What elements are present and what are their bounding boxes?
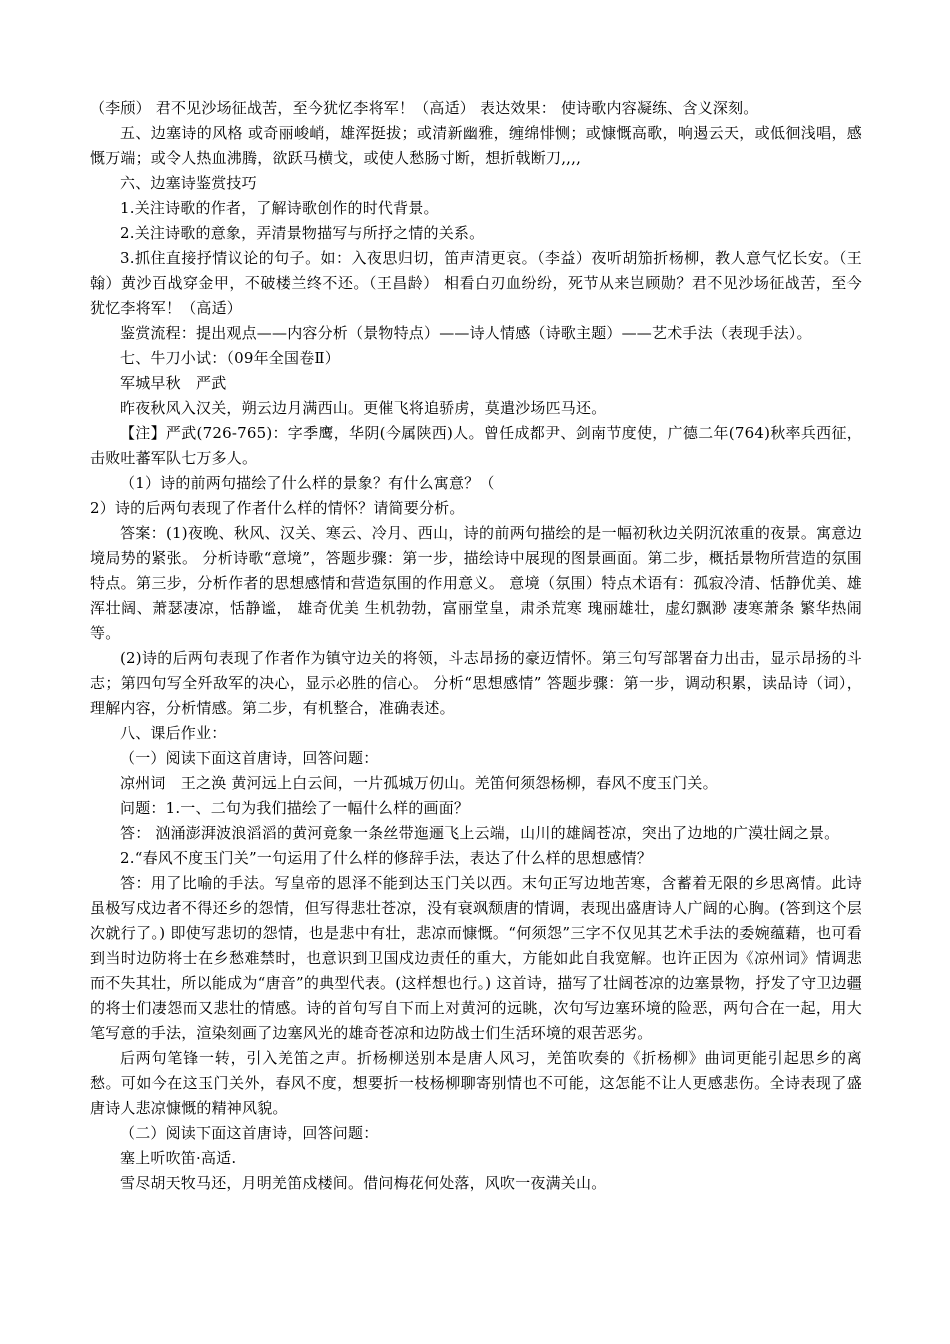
poem-text-jun-cheng: 昨夜秋风入汉关，朔云边月满西山。更催飞将追骄虏，莫遣沙场匹马还。 [120,399,607,417]
section-heading-practice: 七、牛刀小试：（09年全国卷Ⅱ） [120,349,340,367]
poem-title-sai-shang: 塞上听吹笛·高适. [120,1149,237,1167]
question-2: 2）诗的后两句表现了作者什么样的情怀？请简要分析。 [90,499,465,517]
section-heading-homework: 八、课后作业： [120,724,227,742]
answer-2: (2)诗的后两句表现了作者作为镇守边关的将领，斗志昂扬的豪迈情怀。第三句写部署奋力出击，显示昂扬的斗志；第四句写全歼敌军的决心，显示必胜的信心。 分析“思想感情” 答题步骤：第一步，调动积累，读品诗（词），理解内容，分析情感。第二步，有机整合，准确表述。 [90,649,862,717]
paragraph-quote-li-qi: （李颀） 君不见沙场征战苦，至今犹忆李将军！（高适） 表达效果： 使诗歌内容凝练、含义深刻。 [90,99,759,117]
homework-question-1: 问题：1.一、二句为我们描绘了一幅什么样的画面？ [120,799,470,817]
document-page [90,96,862,1196]
appreciation-process: 鉴赏流程：提出观点——内容分析（景物特点）——诗人情感（诗歌主题）——艺术手法（表现手法）。 [120,324,812,342]
poem-liang-zhou-ci: 凉州词 王之涣 黄河远上白云间，一片孤城万仞山。羌笛何须怨杨柳，春风不度玉门关。 [120,774,718,792]
homework-part-2-heading: （二）阅读下面这首唐诗，回答问题： [120,1124,379,1142]
homework-part-1-heading: （一）阅读下面这首唐诗，回答问题： [120,749,379,767]
poem-note: 【注】严武(726-765)：字季鹰，华阴(今属陕西)人。曾任成都尹、剑南节度使，广德二年(764)秋率兵西征，击败吐蕃军队七万多人。 [90,424,862,467]
question-1: （1）诗的前两句描绘了什么样的景象？有什么寓意？（ [120,474,495,492]
technique-item-3: 3.抓住直接抒情议论的句子。如：入夜思归切，笛声清更哀。（李益）夜听胡笳折杨柳，教人意气忆长安。（王翰）黄沙百战穿金甲，不破楼兰终不还。（王昌龄） 相看白刃血纷纷，死节从来岂顾勋？君不见沙场征战苦，至今犹忆李将军！（高适） [90,249,862,317]
homework-answer-2-continued: 后两句笔锋一转，引入羌笛之声。折杨柳送别本是唐人风习，羌笛吹奏的《折杨柳》曲词更能引起思乡的离愁。可如今在这玉门关外，春风不度，想要折一枝杨柳聊寄别情也不可能，这怎能不让人更感悲伤。全诗表现了盛唐诗人悲凉慷慨的精神风貌。 [90,1049,862,1117]
homework-answer-1: 答： 汹涌澎湃波浪滔滔的黄河竟象一条丝带迤逦飞上云端，山川的雄阔苍凉，突出了边地的广漠壮阔之景。 [120,824,840,842]
section-heading-techniques: 六、边塞诗鉴赏技巧 [120,174,257,192]
homework-answer-2: 答：用了比喻的手法。写皇帝的恩泽不能到达玉门关以西。末句正写边地苦寒，含蓄着无限的乡思离情。此诗虽极写戍边者不得还乡的怨情，但写得悲壮苍凉，没有衰飒颓唐的情调，表现出盛唐诗人广阔的心胸。(答到这个层次就行了。) 即使写悲切的怨情，也是悲中有壮，悲凉而慷慨。“何须怨”三字不仅见其艺术手法的委婉蕴藉，也可看到当时边防将士在乡愁难禁时，也意识到卫国戍边责任的重大，方能如此自我宽解。也许正因为《凉州词》情调悲而不失其壮，所以能成为“唐音”的典型代表。(这样想也行。) 这首诗，描写了壮阔苍凉的边塞景物，抒发了守卫边疆的将士们凄怨而又悲壮的情感。诗的首句写自下而上对黄河的远眺，次句写边塞环境的险恶，两句合在一起，用大笔写意的手法，渲染刻画了边塞风光的雄奇苍凉和边防战士们生活环境的艰苦恶劣。 [90,874,862,1042]
answer-1: 答案：(1)夜晚、秋风、汉关、寒云、冷月、西山，诗的前两句描绘的是一幅初秋边关阴沉浓重的夜景。寓意边境局势的紧张。 分析诗歌“意境”，答题步骤：第一步，描绘诗中展现的图景画面。第二步，概括景物所营造的氛围特点。第三步，分析作者的思想感情和营造氛围的作用意义。 意境（氛围）特点术语有：孤寂冷清、恬静优美、雄浑壮阔、萧瑟凄凉，恬静谧， 雄奇优美 生机勃勃，富丽堂皇，肃杀荒寒 瑰丽雄壮，虚幻飘渺 凄寒萧条 繁华热闹等。 [90,524,862,642]
technique-item-1: 1.关注诗歌的作者，了解诗歌创作的时代背景。 [120,199,439,217]
homework-question-2: 2.“春风不度玉门关”一句运用了什么样的修辞手法，表达了什么样的思想感情？ [120,849,653,867]
paragraph-style-heading: 五、边塞诗的风格 或奇丽峻峭，雄浑挺拔；或清新幽雅，缠绵悱恻；或慷慨高歌，响遏云天，或低徊浅唱，感慨万端；或令人热血沸腾，欲跃马横戈，或使人愁肠寸断，想折戟断刀,,,, [90,124,862,167]
poem-text-sai-shang: 雪尽胡天牧马还，月明羌笛戍楼间。借问梅花何处落，风吹一夜满关山。 [120,1174,607,1192]
technique-item-2: 2.关注诗歌的意象，弄清景物描写与所抒之情的关系。 [120,224,485,242]
poem-title-jun-cheng: 军城早秋 严武 [120,374,227,392]
